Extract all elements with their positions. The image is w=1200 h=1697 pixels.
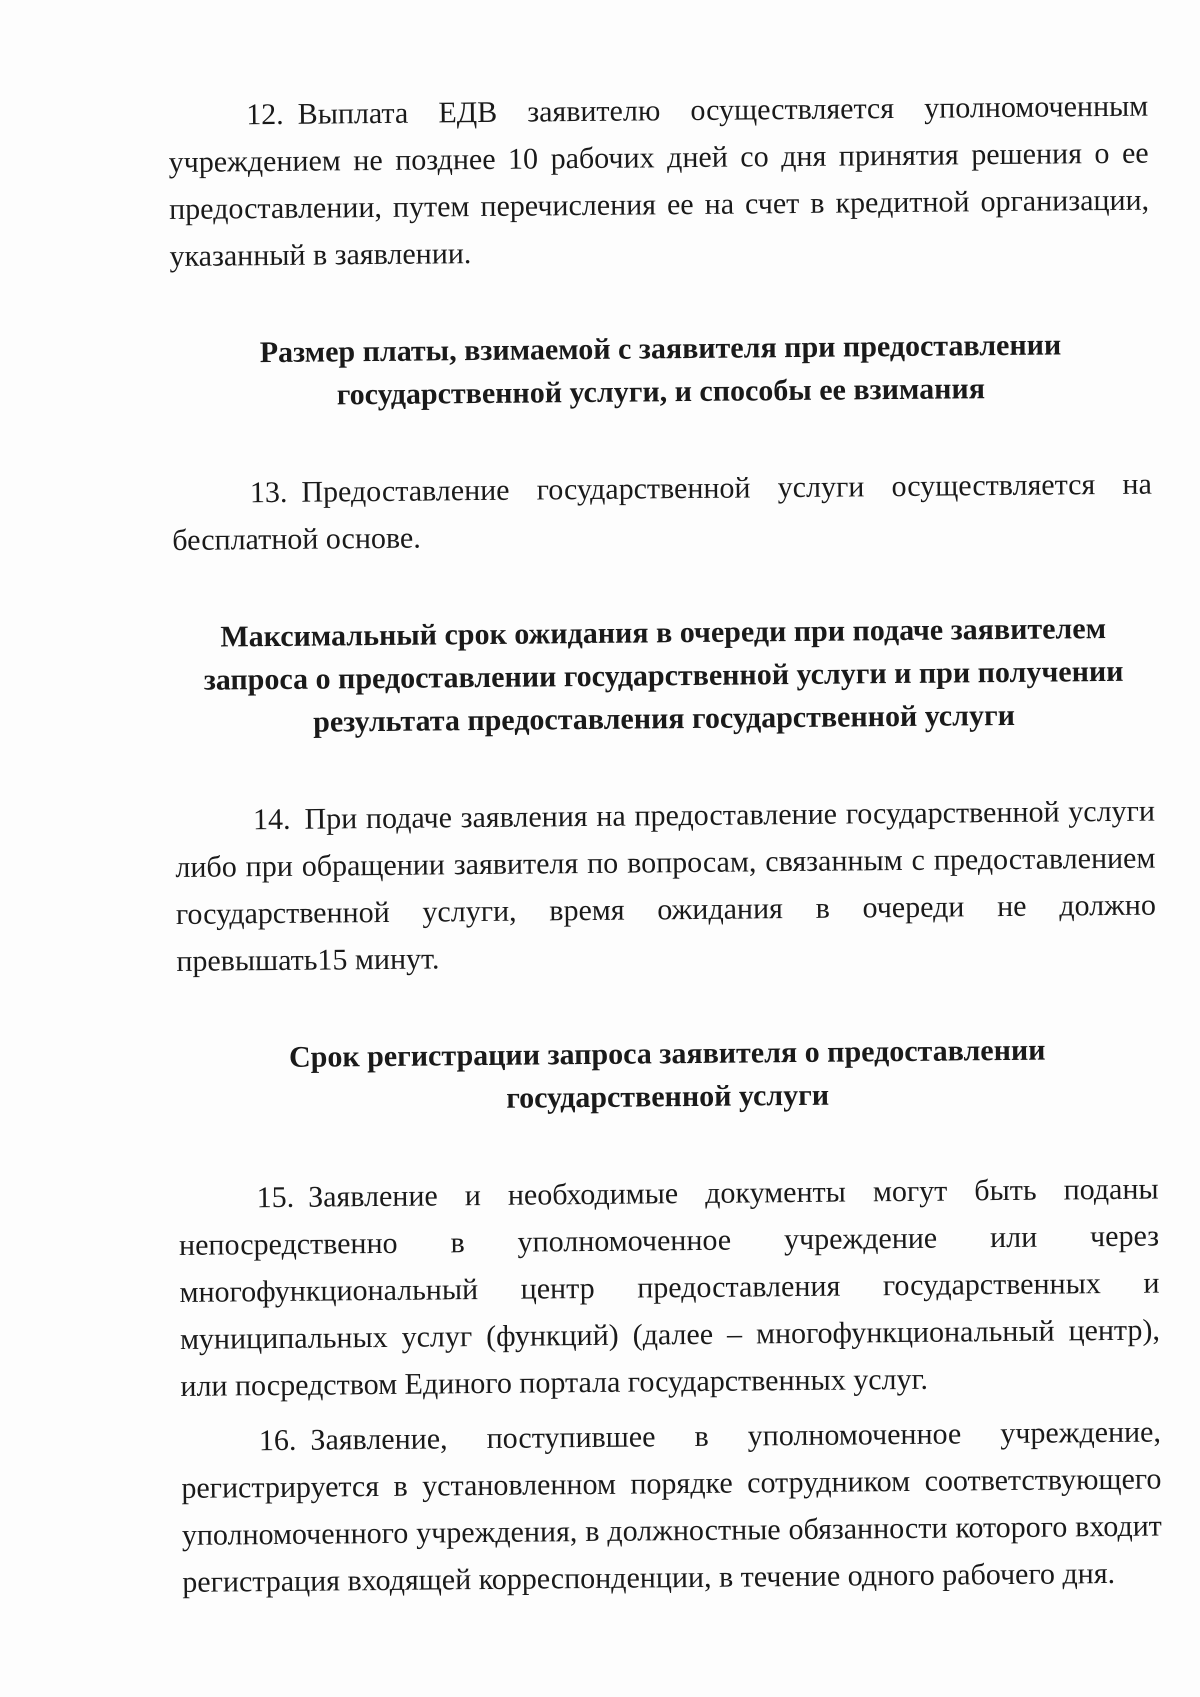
paragraph-text: Заявление, поступившее в уполномоченное учреждение, регистрируется в установленном порядке сотрудником соответствующего уполномоченного учреждения, в должностные обязанности которого входит регистрация входящей корреспонденции, в течение одного рабочего дня.: [181, 1415, 1162, 1599]
paragraph-text: Заявление и необходимые документы могут быть поданы непосредственно в уполномоченное учреждение или через многофункциональный центр предоставления государственных и муниципальных услуг (функций) (далее – многофункциональный центр), или посредством Единого портала государственных услуг.: [178, 1172, 1161, 1403]
heading-registration: Срок регистрации запроса заявителя о предоставлении государственной услуги: [288, 1033, 1046, 1115]
heading-fee: Размер платы, взимаемой с заявителя при предоставлении государственной услуги, и способы ее взимания: [259, 328, 1062, 412]
paragraph-text: Предоставление государственной услуги осуществляется на бесплатной основе.: [172, 467, 1152, 557]
document-body: [168, 83, 1162, 1606]
paragraph-13: [172, 461, 1153, 564]
paragraph-number: 16.: [258, 1423, 297, 1458]
paragraph-number: 14.: [252, 802, 291, 837]
heading-queue: Максимальный срок ожидания в очереди при подаче заявителем запроса о предоставлении государственной услуги и при получении результата предоставления государственной услуги: [203, 612, 1124, 739]
paragraph-number: 12.: [246, 97, 284, 132]
paragraph-text: Выплата ЕДВ заявителю осуществляется уполномоченным учреждением не позднее 10 рабочих дней со дня принятия решения о ее предоставлении, путем перечисления ее на счет в кредитной организации, указанный в заявлении.: [168, 89, 1150, 273]
paragraph-number: 13.: [249, 475, 288, 510]
paragraph-12: [168, 83, 1150, 280]
paragraph-14: [175, 788, 1157, 985]
paragraph-16: [181, 1409, 1163, 1606]
paragraph-text: При подаче заявления на предоставление государственной услуги либо при обращении заявителя по вопросам, связанным с предоставлением государственной услуги, время ожидания в очереди не должно превышать15 минут.: [175, 794, 1157, 978]
paragraph-15: [178, 1166, 1160, 1410]
paragraph-number: 15.: [256, 1180, 295, 1215]
